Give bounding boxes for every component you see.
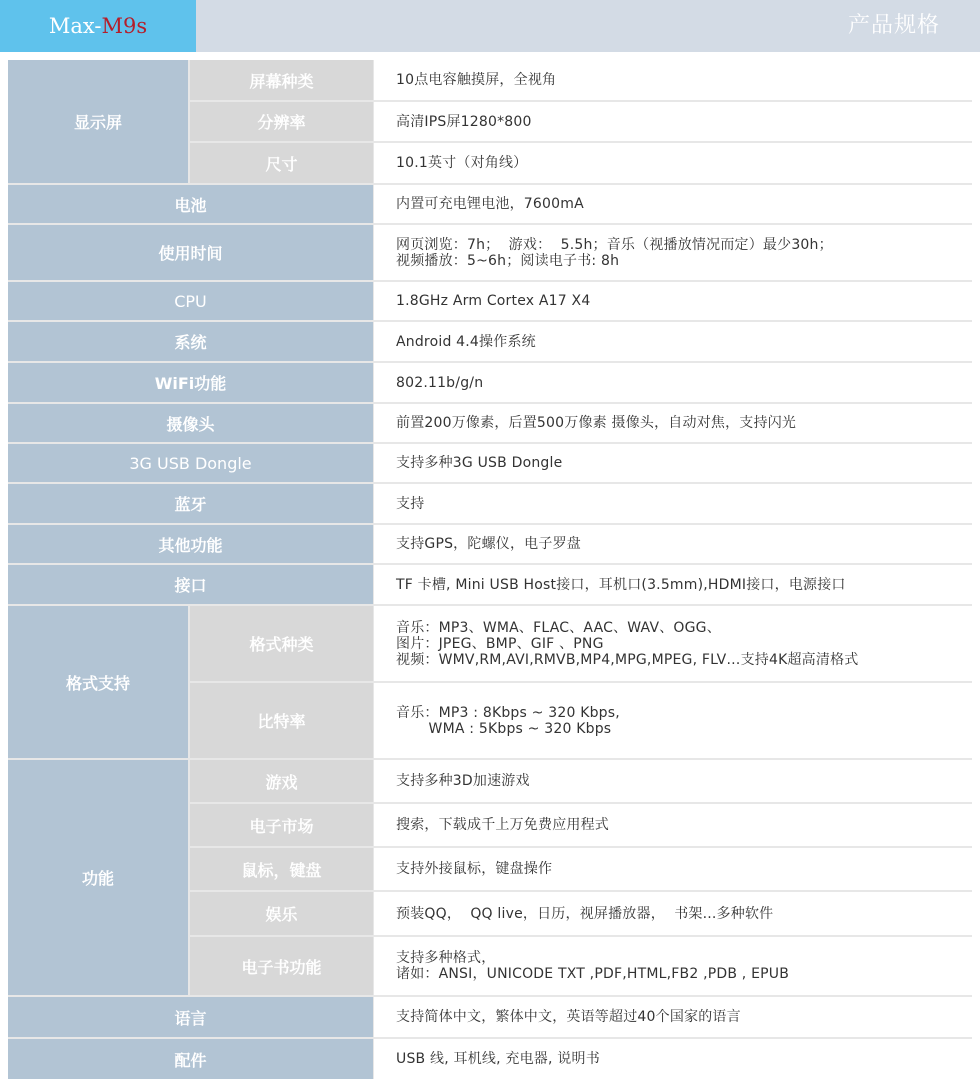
value-format-types xyxy=(374,606,972,681)
label-mouse-keyboard: 鼠标，键盘 xyxy=(190,848,373,890)
value-ebook xyxy=(374,937,972,995)
value-resolution: 高清IPS屏1280*800 xyxy=(374,102,972,141)
label-format-types: 格式种类 xyxy=(190,606,373,681)
group-formats: 格式支持 xyxy=(8,606,188,758)
value-battery: 内置可充电锂电池，7600mA xyxy=(374,185,972,223)
label-battery: 电池 xyxy=(8,185,373,223)
ebook-line-2: 诸如：ANSI，UNICODE TXT ,PDF,HTML,FB2 ,PDB , EPUB xyxy=(396,966,790,982)
page-title: 产品规格 xyxy=(847,13,940,38)
value-other-features: 支持GPS，陀螺仪，电子罗盘 xyxy=(374,525,972,563)
label-camera: 摄像头 xyxy=(8,404,373,442)
value-entertainment: 预装QQ， QQ live，日历，视屏播放器， 书架...多种软件 xyxy=(374,892,972,935)
label-resolution: 分辨率 xyxy=(190,102,373,141)
label-games: 游戏 xyxy=(190,760,373,802)
group-display: 显示屏 xyxy=(8,60,188,183)
label-ebook: 电子书功能 xyxy=(190,937,373,995)
value-os: Android 4.4操作系统 xyxy=(374,322,972,361)
label-size: 尺寸 xyxy=(190,143,373,183)
ebook-line-1: 支持多种格式， xyxy=(396,950,496,966)
format-image: 图片：JPEG、BMP、GIF 、PNG xyxy=(396,635,604,652)
value-bluetooth: 支持 xyxy=(374,484,972,523)
format-music: 音乐：MP3、WMA、FLAC、AAC、WAV、OGG、 xyxy=(396,619,721,636)
header-bar xyxy=(0,0,980,52)
label-wifi: WiFi功能 xyxy=(8,363,373,402)
value-app-market: 搜索，下载成千上万免费应用程式 xyxy=(374,804,972,846)
value-language: 支持简体中文，繁体中文，英语等超过40个国家的语言 xyxy=(374,997,972,1037)
usage-line-2: 视频播放：5~6h；阅读电子书: 8h xyxy=(396,252,620,269)
label-accessories: 配件 xyxy=(8,1039,373,1079)
value-accessories: USB 线, 耳机线, 充电器, 说明书 xyxy=(374,1039,972,1079)
label-os: 系统 xyxy=(8,322,373,361)
value-cpu: 1.8GHz Arm Cortex A17 X4 xyxy=(374,282,972,320)
label-app-market: 电子市场 xyxy=(190,804,373,846)
value-screen-type: 10点电容触摸屏，全视角 xyxy=(374,60,972,100)
value-camera: 前置200万像素，后置500万像素 摄像头，自动对焦，支持闪光 xyxy=(374,404,972,442)
label-cpu: CPU xyxy=(8,282,373,320)
bitrate-mp3: 音乐：MP3 : 8Kbps ~ 320 Kbps, xyxy=(396,704,620,721)
bitrate-wma: WMA : 5Kbps ~ 320 Kbps xyxy=(396,720,612,737)
label-language: 语言 xyxy=(8,997,373,1037)
brand-logo xyxy=(0,0,196,52)
label-screen-type: 屏幕种类 xyxy=(190,60,373,100)
value-usage-time xyxy=(374,225,972,280)
group-functions: 功能 xyxy=(8,760,188,995)
label-bitrate: 比特率 xyxy=(190,683,373,758)
format-video: 视频：WMV,RM,AVI,RMVB,MP4,MPG,MPEG, FLV…支持4K超高清格式 xyxy=(396,651,859,668)
value-size: 10.1英寸（对角线） xyxy=(374,143,972,183)
value-wifi: 802.11b/g/n xyxy=(374,363,972,402)
label-bluetooth: 蓝牙 xyxy=(8,484,373,523)
label-ports: 接口 xyxy=(8,565,373,604)
spec-table xyxy=(8,60,972,1079)
brand-model: M9s xyxy=(101,14,148,38)
label-usage-time: 使用时间 xyxy=(8,225,373,280)
usage-line-1: 网页浏览：7h； 游戏： 5.5h；音乐（视播放情况而定）最少30h； xyxy=(396,236,833,253)
label-other-features: 其他功能 xyxy=(8,525,373,563)
label-3g-dongle: 3G USB Dongle xyxy=(8,444,373,482)
value-ports: TF 卡槽, Mini USB Host接口，耳机口(3.5mm),HDMI接口，电源接口 xyxy=(374,565,972,604)
brand-prefix: Max- xyxy=(48,14,102,38)
value-bitrate xyxy=(374,683,972,758)
value-games: 支持多种3D加速游戏 xyxy=(374,760,972,802)
value-3g-dongle: 支持多种3G USB Dongle xyxy=(374,444,972,482)
value-mouse-keyboard: 支持外接鼠标，键盘操作 xyxy=(374,848,972,890)
label-entertainment: 娱乐 xyxy=(190,892,373,935)
